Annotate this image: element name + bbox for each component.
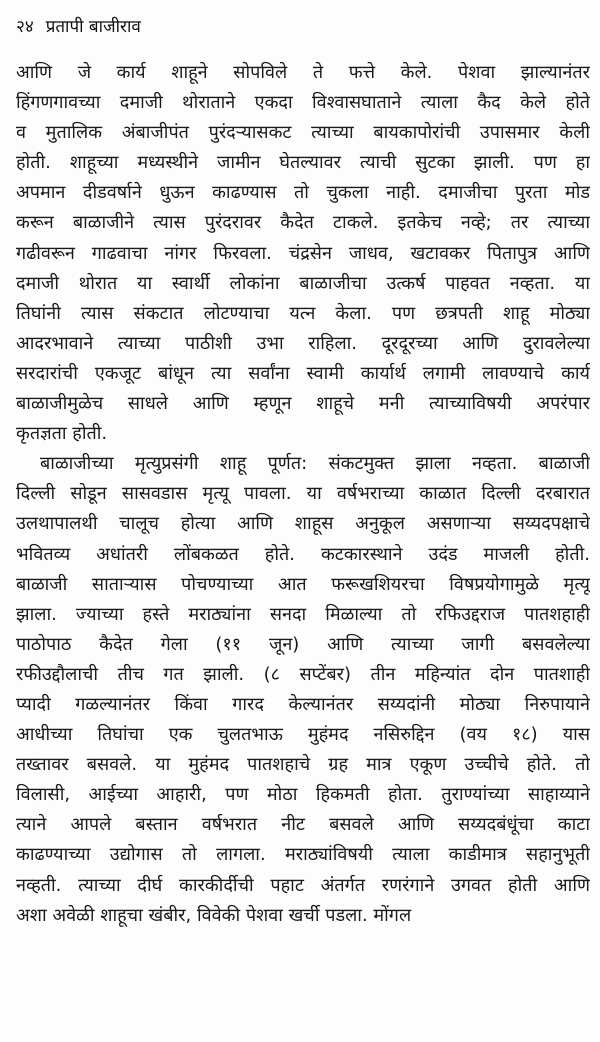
text-line: सरदारांची एकजूट बांधून त्या सर्वांना स्वामी कार्यार्थ लगामी लावण्याचे कार्य [16, 362, 590, 384]
text-line: पाठोपाठ कैदेत गेला (११ जून) आणि त्याच्या जागी बसवलेल्या [16, 633, 590, 655]
text-line: व मुतालिक अंबाजीपंत पुरंदऱ्यासकट त्याच्या बायकापोरांची उपासमार केली [16, 122, 590, 144]
text-line: उलथापालथी चालूच होत्या आणि शाहूस अनुकूल असणाऱ्या सय्यदपक्षाचे [16, 513, 590, 535]
text-line: काढण्याच्या उद्योगास तो लागला. मराठ्यांविषयी त्याला काडीमात्र सहानुभूती [16, 844, 590, 866]
text-line: विलासी, आईच्या आहारी, पण मोठा हिकमती होता. तुराण्यांच्या साहाय्याने [16, 784, 590, 806]
page-header [16, 10, 590, 44]
page-number: २४ [16, 17, 34, 37]
paragraph [16, 449, 590, 931]
text-line: आधीच्या तिघांचा एक चुलतभाऊ मुहंमद नसिरुद्दिन (वय १८) यास [16, 724, 590, 746]
text-line: अशा अवेळी शाहूचा खंबीर, विवेकी पेशवा खर्ची पडला. मोंगल [16, 904, 412, 926]
text-line: रफीउद्दौलाची तीच गत झाली. (८ सप्टेंबर) तीन महिन्यांत दोन पातशाही [16, 663, 590, 685]
text-line: बाळाजीच्या मृत्युप्रसंगी शाहू पूर्णत: संकटमुक्त झाला नव्हता. बाळाजी [40, 453, 590, 475]
text-line: भवितव्य अधांतरी लोंबकळत होते. कटकारस्थाने उदंड माजली होती. [16, 543, 590, 565]
text-line: दिल्ली सोडून सासवडास मृत्यू पावला. या वर्षभराच्या काळात दिल्ली दरबारात [16, 483, 590, 505]
text-line: झाला. ज्याच्या हस्ते मराठ्यांना सनदा मिळाल्या तो रफिउद्दराज पातशहाही [16, 603, 590, 625]
body-text [16, 58, 590, 931]
text-line: बाळाजी साताऱ्यास पोचण्याच्या आत फरूखशियरचा विषप्रयोगामुळे मृत्यू [16, 573, 590, 595]
text-line: हिंगणगावच्या दमाजी थोराताने एकदा विश्वासघाताने त्याला कैद केले होते [16, 92, 590, 114]
text-line: तख्तावर बसवले. या मुहंमद पातशहाचे ग्रह मात्र एकूण उच्चीचे होते. तो [16, 754, 590, 776]
text-line: नव्हती. त्याच्या दीर्घ कारकीर्दीची पहाट अंतर्गत रणरंगाने उगवत होती आणि [16, 874, 590, 896]
text-line: होती. शाहूच्या मध्यस्थीने जामीन घेतल्यावर त्याची सुटका झाली. पण हा [16, 152, 590, 174]
text-line: त्याने आपले बस्तान वर्षभरात नीट बसवले आणि सय्यदबंधूंचा काटा [16, 814, 590, 836]
text-line: आणि जे कार्य शाहूने सोपविले ते फत्ते केले. पेशवा झाल्यानंतर [16, 62, 590, 83]
running-title: प्रतापी बाजीराव [45, 17, 141, 37]
text-line: गढीवरून गाढवाचा नांगर फिरवला. चंद्रसेन जाधव, खटावकर पितापुत्र आणि [16, 242, 590, 264]
text-line: तिघांनी त्यास संकटात लोटण्याचा यत्न केला. पण छत्रपती शाहू मोठ्या [16, 302, 590, 324]
text-line: दमाजी थोरात या स्वार्थी लोकांना बाळाजीचा उत्कर्ष पाहवत नव्हता. या [16, 272, 590, 294]
text-line: अपमान दीडवर्षाने धुऊन काढण्यास तो चुकला नाही. दमाजीचा पुरता मोड [16, 182, 590, 204]
text-line: कृतज्ञता होती. [16, 423, 108, 445]
text-line: प्यादी गळल्यानंतर किंवा गारद केल्यानंतर सय्यदांनी मोठ्या निरुपायाने [16, 693, 590, 715]
text-line: करून बाळाजीने त्यास पुरंदरावर कैदेत टाकले. इतकेच नव्हे; तर त्याच्या [16, 212, 590, 234]
paragraph [16, 58, 590, 449]
text-line: आदरभावाने त्याच्या पाठीशी उभा राहिला. दूरदूरच्या आणि दुरावलेल्या [16, 332, 590, 354]
text-line: बाळाजीमुळेच साधले आणि म्हणून शाहूचे मनी त्याच्याविषयी अपरंपार [16, 393, 590, 415]
